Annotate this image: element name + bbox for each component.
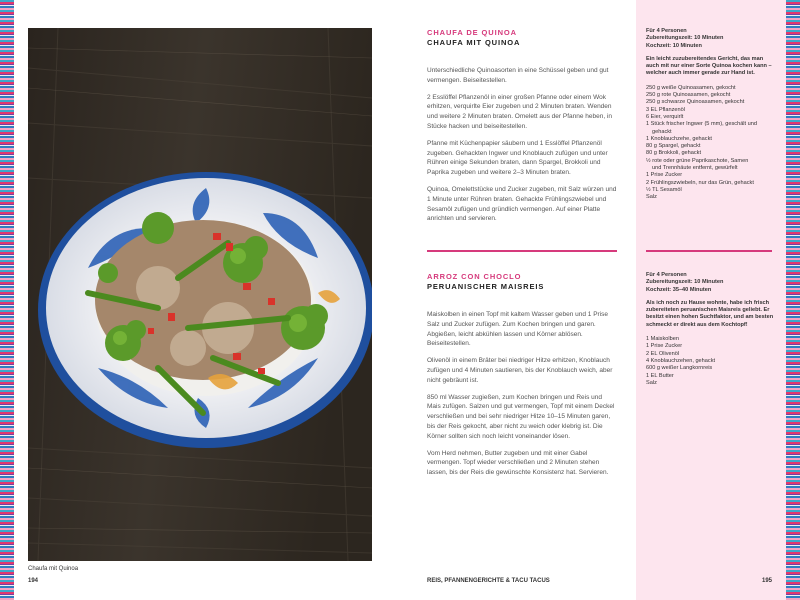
ingredient-item: 80 g Brokkoli, gehackt [646,150,702,157]
photo-caption: Chaufa mit Quinoa [28,566,79,572]
recipe-1-step: Pfanne mit Küchenpapier säubern und 1 Esslöffel Pflanzenöl zugeben. Gehackten Ingwer und Knoblauch zufügen und unter Rühren einige Sekunden braten, dann Spargel, Brokkoli und Paprika zugeben und weitere 2–3 Minuten braten. [427,139,608,177]
ingredient-item: 250 g weiße Quinoasamen, gekocht [646,84,736,91]
recipe-divider [427,250,617,252]
ingredient-list [646,85,774,202]
recipe-2-step: Maiskolben in einen Topf mit kaltem Wasser geben und 1 Prise Salz und Zucker zufügen. Zum Kochen bringen und garen. Abgießen, leicht abkühlen lassen und Körner ablösen. Beiseitestellen. [427,311,609,348]
ingredient-item: und Trennhäute entfernt, gewürfelt [652,165,738,172]
recipe-1-info [646,28,774,202]
ingredient-item: 80 g Spargel, gehackt [646,143,701,150]
recipe-2-steps [427,310,617,485]
ingredient-item: 600 g weißer Langkornreis [646,365,713,372]
ingredient-item: 1 Prise Zucker [646,172,683,179]
cook-time: Kochzeit: 35–40 Minuten [646,286,712,293]
servings: Für 4 Personen [646,272,687,278]
ingredient-item: 6 Eier, verquirlt [646,113,684,120]
ingredient-item: 2 Frühlingszwiebeln, nur das Grün, gehackt [646,179,754,186]
recipe-1-header [427,28,617,47]
prep-time: Zubereitungszeit: 10 Minuten [646,279,724,286]
recipe-1-step: 2 Esslöffel Pflanzenöl in einer großen Pfanne oder einem Wok erhitzen, verquirlte Eier zugeben und 2 Minuten braten. Wenden und weitere 2 Minuten braten. Omelett aus der Pfanne heben, in Stücke hacken und beiseitestellen. [427,93,613,130]
cook-time: Kochzeit: 10 Minuten [646,42,702,49]
recipe-1-title-spanish: CHAUFA DE QUINOA [427,28,517,37]
ingredient-item: Salz [646,194,657,201]
ingredient-item: 250 g rote Quinoasamen, gekocht [646,92,731,99]
recipe-2-step: 850 ml Wasser zugießen, zum Kochen bringen und Reis und Mais zufügen. Salzen und gut vermengen, Topf mit einem Deckel verschließen und bei sehr niedriger Hitze 10–15 Minuten garen, bis der Reis gekocht, aber nicht zu weich oder klebrig ist. Die Körner sollten sich noch leicht voneinander lösen. [427,393,615,440]
ingredient-item: Salz [646,379,657,386]
recipe-2-header [427,272,617,291]
recipe-2-title-german: PERUANISCHER MAISREIS [427,282,545,291]
recipe-2-step: Vom Herd nehmen, Butter zugeben und mit einer Gabel vermengen. Topf wieder verschließen und 2 Minuten stehen lassen, bis der Reis die gewünschte Konsistenz hat. Servieren. [427,449,609,477]
page-number-right: 195 [762,578,773,584]
ingredient-item: gehackt [652,128,672,135]
ingredient-list [646,336,774,387]
sidebar-divider [646,250,772,252]
recipe-1-title-german: CHAUFA MIT QUINOA [427,38,521,47]
prep-time: Zubereitungszeit: 10 Minuten [646,35,724,42]
food-photo-icon [28,28,372,561]
recipe-1-step: Unterschiedliche Quinoasorten in eine Schüssel geben und gut vermengen. Beiseitestellen. [427,67,609,84]
ingredient-item: 1 EL Butter [646,372,674,379]
ingredient-item: 1 Maiskolben [646,336,679,343]
ingredient-item: 2 EL Olivenöl [646,350,680,357]
ingredient-item: ½ TL Sesamöl [646,186,682,193]
recipe-intro: Ein leicht zuzubereitendes Gericht, das man auch mit nur einer Sorte Quinoa kochen kann – welcher auch immer gerade zur Hand ist. [646,55,772,77]
ingredient-item: 1 Prise Zucker [646,343,683,350]
ingredient-item: ½ rote oder grüne Paprikaschote, Samen [646,157,749,164]
ingredient-item: 3 EL Pflanzenöl [646,106,685,113]
ingredient-item: 1 Stück frischer Ingwer (5 mm), geschält und [646,121,757,128]
section-footer: REIS, PFANNENGERICHTE & TACU TACUS [427,578,550,584]
recipe-1-step: Quinoa, Omelettstücke und Zucker zugeben, mit Salz würzen und 1 Minute unter Rühren braten. Gehackte Frühlingszwiebel und Sesamöl zufügen und gründlich vermengen. Auf einer Platte anrichten und servieren. [427,185,617,223]
recipe-2-info [646,272,774,387]
ingredient-item: 250 g schwarze Quinoasamen, gekocht [646,99,745,106]
servings: Für 4 Personen [646,28,687,34]
decorative-stripe-right [786,0,800,600]
recipe-2-title-spanish: ARROZ CON CHOCLO [427,272,522,281]
decorative-stripe-left [0,0,14,600]
ingredient-item: 4 Knoblauchzehen, gehackt [646,357,716,364]
page-number-left: 194 [28,578,39,584]
dish-photo [28,28,372,561]
ingredient-item: 1 Knoblauchzehe, gehackt [646,135,712,142]
recipe-2-step: Olivenöl in einem Bräter bei niedriger Hitze erhitzen, Knoblauch zufügen und 4 Minuten sautieren, bis der Knoblauch weich, aber nicht gebräunt ist. [427,357,613,384]
recipe-1-steps [427,66,617,231]
recipe-intro: Als ich noch zu Hause wohnte, habe ich frisch zubereiteten peruanischen Maisreis geliebt. Er besitzt einen hohen Suchtfaktor, und am besten schmeckt er direkt aus dem Kochtopf! [646,299,774,328]
